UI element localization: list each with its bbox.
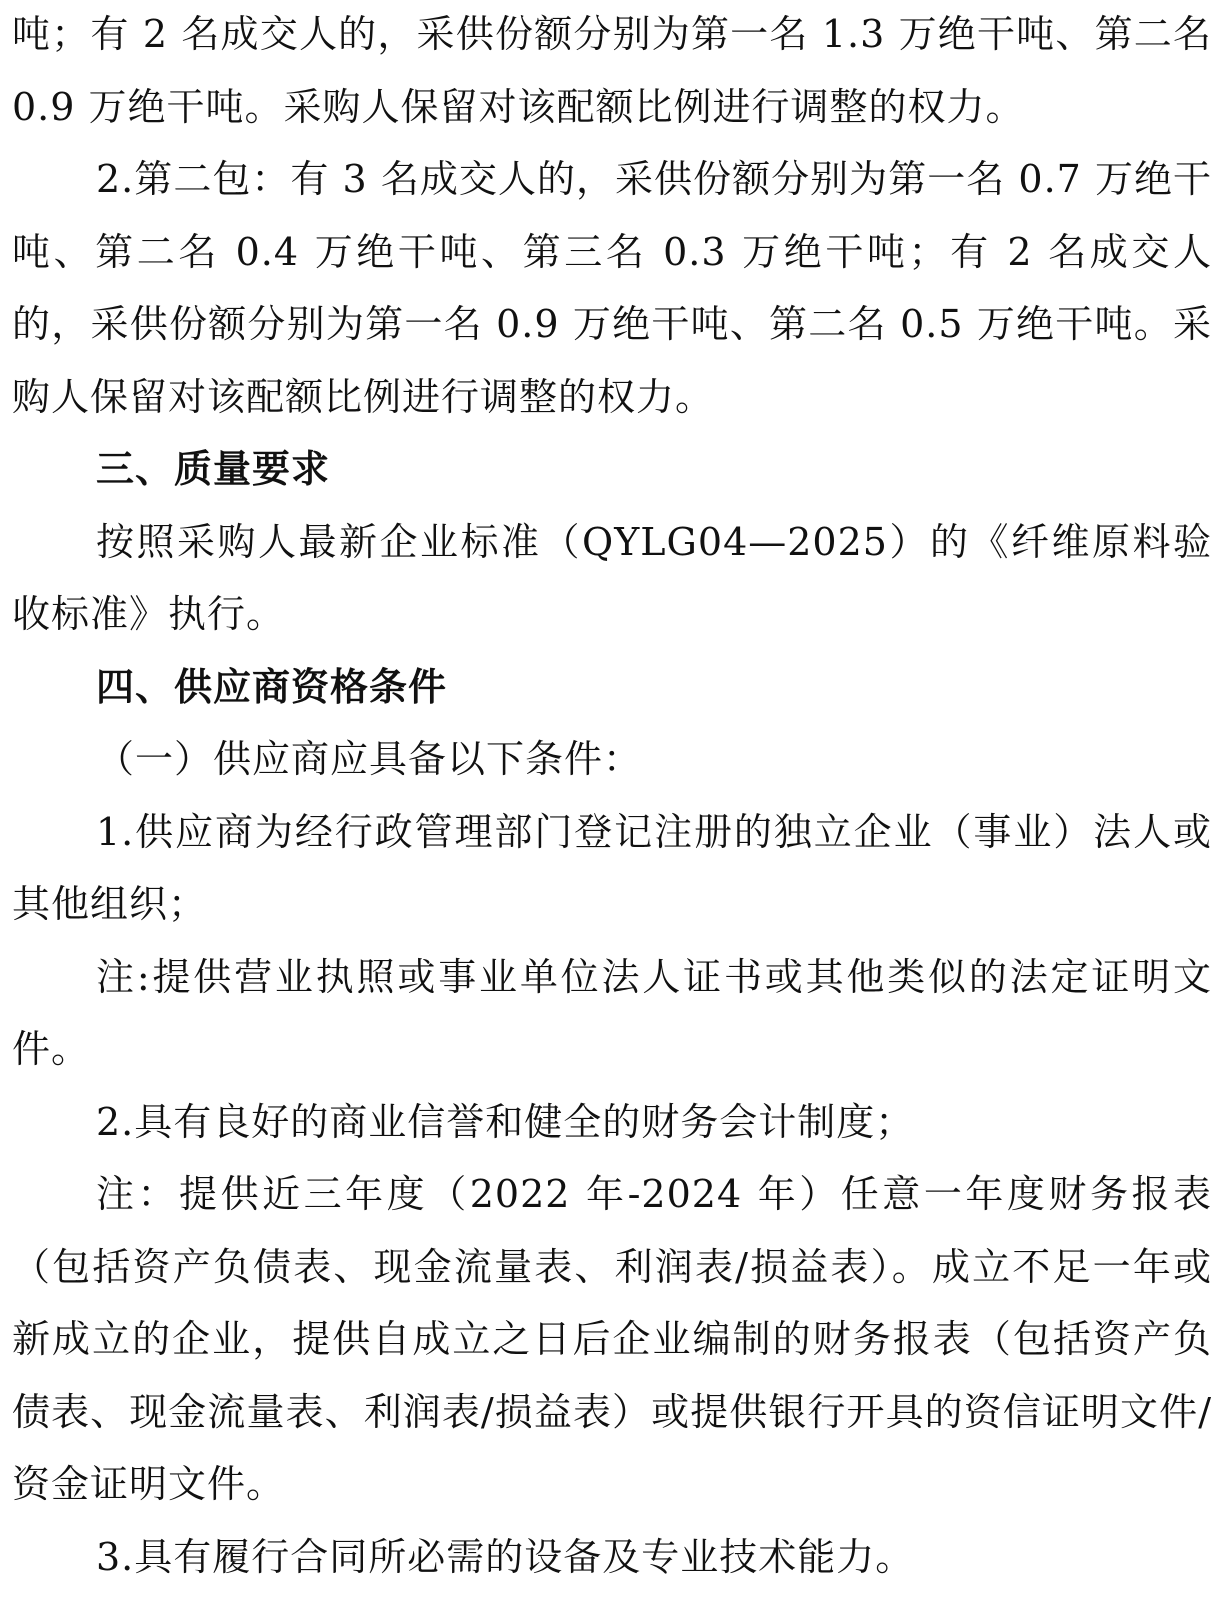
paragraph-package-two: 2.第二包：有 3 名成交人的，采供份额分别为第一名 0.7 万绝干吨、第二名 0.4 万绝干吨、第三名 0.3 万绝干吨；有 2 名成交人的，采供份额分别为第一名 0.9 万绝干吨、第二名 0.5 万绝干吨。采购人保留对该配额比例进行调整的权力。: [12, 157, 1212, 419]
paragraph-condition-one: 1.供应商为经行政管理部门登记注册的独立企业（事业）法人或其他组织；: [12, 809, 1212, 926]
paragraph-condition-two: 2.具有良好的商业信誉和健全的财务会计制度；: [96, 1099, 915, 1144]
heading-supplier-qualifications: 四、供应商资格条件: [96, 664, 448, 709]
heading-quality-requirements: 三、质量要求: [96, 447, 331, 491]
paragraph-package-one-continuation: 吨；有 2 名成交人的，采供份额分别为第一名 1.3 万绝干吨、第二名 0.9 万绝干吨。采购人保留对该配额比例进行调整的权力。: [12, 12, 1212, 129]
subheading-supplier-conditions: （一）供应商应具备以下条件：: [96, 737, 643, 781]
paragraph-quality-standard: 按照采购人最新企业标准（QYLG04—2025）的《纤维原料验收标准》执行。: [12, 519, 1212, 636]
document-page: [12, 0, 1212, 1600]
paragraph-condition-three: 3.具有履行合同所必需的设备及专业技术能力。: [96, 1534, 915, 1579]
paragraph-note-financial-reports: 注：提供近三年度（2022 年-2024 年）任意一年度财务报表（包括资产负债表、现金流量表、利润表/损益表）。成立不足一年或新成立的企业，提供自成立之日后企业编制的财务报表（包括资产负债表、现金流量表、利润表/损益表）或提供银行开具的资信证明文件/资金证明文件。: [12, 1172, 1212, 1506]
paragraph-note-license: 注:提供营业执照或事业单位法人证书或其他类似的法定证明文件。: [12, 954, 1212, 1071]
